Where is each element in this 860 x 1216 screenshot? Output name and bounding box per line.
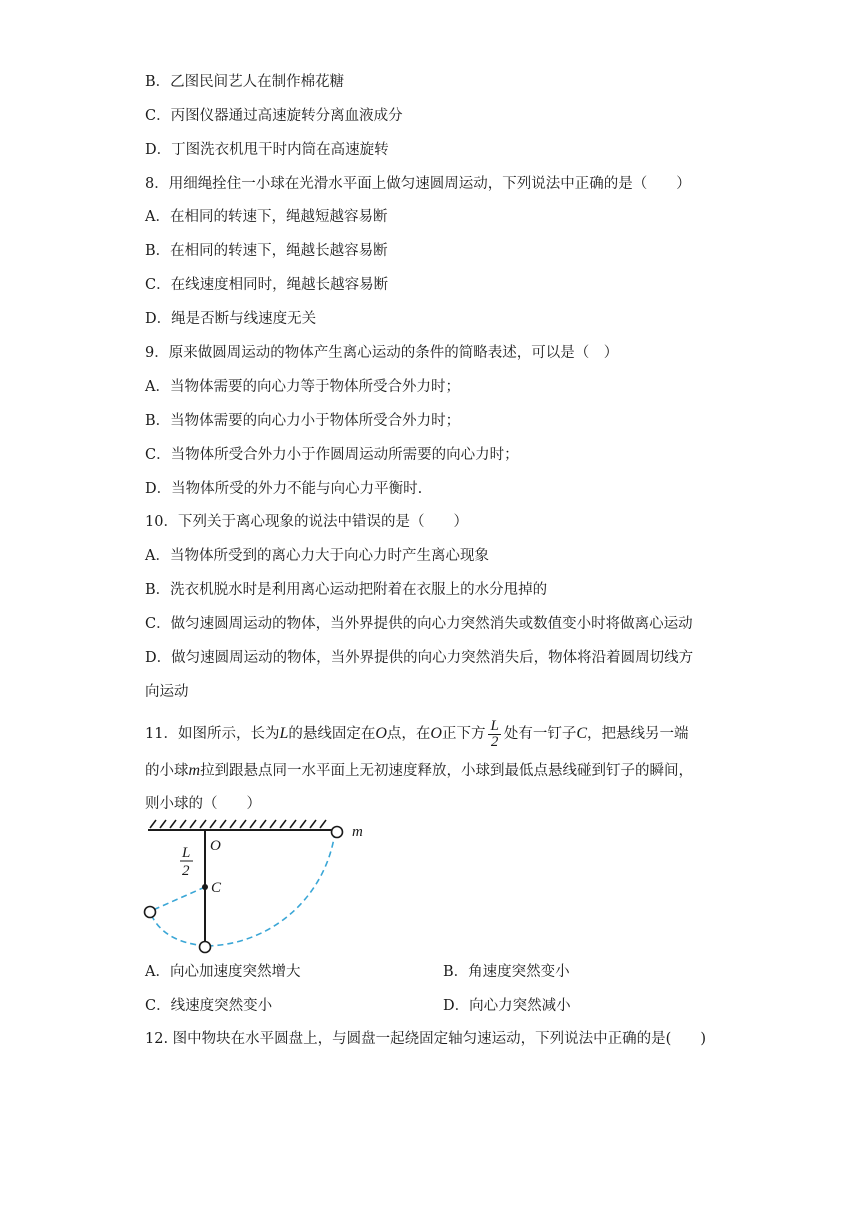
label-O: O bbox=[210, 838, 221, 854]
q11-option-b: B．角速度突然变小 bbox=[443, 964, 570, 980]
q11-stem-line1: 11．如图所示，长为L的悬线固定在O点，在O正下方 $\frac{L}{2}$ 处有一钉子C，把悬线另一端 bbox=[145, 717, 689, 750]
ball-left bbox=[145, 907, 156, 918]
q10-option-c: C．做匀速圆周运动的物体，当外界提供的向心力突然消失或数值变小时将做离心运动 bbox=[145, 616, 693, 632]
ball-start bbox=[332, 827, 343, 838]
var-L: L bbox=[279, 725, 289, 742]
label-m: m bbox=[352, 824, 363, 840]
q11-option-c: C．线速度突然变小 bbox=[145, 998, 273, 1014]
q10-option-b: B．洗衣机脱水时是利用离心运动把附着在衣服上的水分甩掉的 bbox=[145, 582, 548, 598]
var-m: m bbox=[188, 762, 201, 779]
q11-stem-line2: 的小球m拉到跟悬点同一水平面上无初速度释放，小球到最低点悬线碰到钉子的瞬间， bbox=[145, 762, 694, 779]
q12-stem: 12. 图中物块在水平圆盘上，与圆盘一起绕固定轴匀速运动，下列说法中正确的是( ) bbox=[145, 1031, 706, 1047]
ceiling-hatch bbox=[150, 820, 326, 828]
q9-option-a: A．当物体需要的向心力等于物体所受合外力时； bbox=[145, 379, 460, 395]
q7-option-b: B．乙图民间艺人在制作棉花糖 bbox=[145, 74, 345, 90]
ball-bottom bbox=[200, 942, 211, 953]
trajectory-large-arc bbox=[206, 832, 335, 946]
trajectory-small-arc bbox=[150, 912, 206, 946]
q8-option-a: A．在相同的转速下，绳越短越容易断 bbox=[145, 209, 388, 225]
var-C: C bbox=[576, 725, 587, 742]
q10-stem: 10．下列关于离心现象的说法中错误的是（ ） bbox=[145, 514, 468, 530]
q9-stem: 9．原来做圆周运动的物体产生离心运动的条件的简略表述，可以是（ ） bbox=[145, 345, 619, 361]
pendulum-figure bbox=[140, 818, 380, 958]
q7-option-c: C．丙图仪器通过高速旋转分离血液成分 bbox=[145, 108, 403, 124]
fraction-L-over-2: $\frac{L}{2}$ bbox=[490, 717, 499, 750]
q9-option-d: D．当物体所受的外力不能与向心力平衡时. bbox=[145, 481, 423, 497]
label-C: C bbox=[211, 880, 222, 896]
nail-dot bbox=[202, 884, 208, 890]
var-O: O bbox=[375, 725, 387, 742]
string-after-nail bbox=[153, 887, 205, 910]
q11-option-d: D．向心力突然减小 bbox=[443, 998, 571, 1014]
q8-option-c: C．在线速度相同时，绳越长越容易断 bbox=[145, 277, 389, 293]
var-O-2: O bbox=[430, 725, 442, 742]
label-2-den: 2 bbox=[182, 863, 190, 879]
label-L-num: L bbox=[182, 845, 191, 861]
q8-option-d: D．绳是否断与线速度无关 bbox=[145, 311, 317, 327]
q8-option-b: B．在相同的转速下，绳越长越容易断 bbox=[145, 243, 388, 259]
q10-option-d: D．做匀速圆周运动的物体，当外界提供的向心力突然消失后，物体将沿着圆周切线方 bbox=[145, 650, 694, 666]
q11-option-a: A．向心加速度突然增大 bbox=[145, 964, 301, 980]
q10-option-d-cont: 向运动 bbox=[145, 684, 189, 700]
q10-option-a: A．当物体所受到的离心力大于向心力时产生离心现象 bbox=[145, 548, 489, 564]
q7-option-d: D．丁图洗衣机甩干时内筒在高速旋转 bbox=[145, 142, 389, 158]
q9-option-b: B．当物体需要的向心力小于物体所受合外力时； bbox=[145, 413, 461, 429]
q8-stem: 8．用细绳拴住一小球在光滑水平面上做匀速圆周运动，下列说法中正确的是（ ） bbox=[145, 176, 691, 192]
q11-stem-line3: 则小球的（ ） bbox=[145, 796, 261, 812]
q9-option-c: C．当物体所受合外力小于作圆周运动所需要的向心力时； bbox=[145, 447, 519, 463]
